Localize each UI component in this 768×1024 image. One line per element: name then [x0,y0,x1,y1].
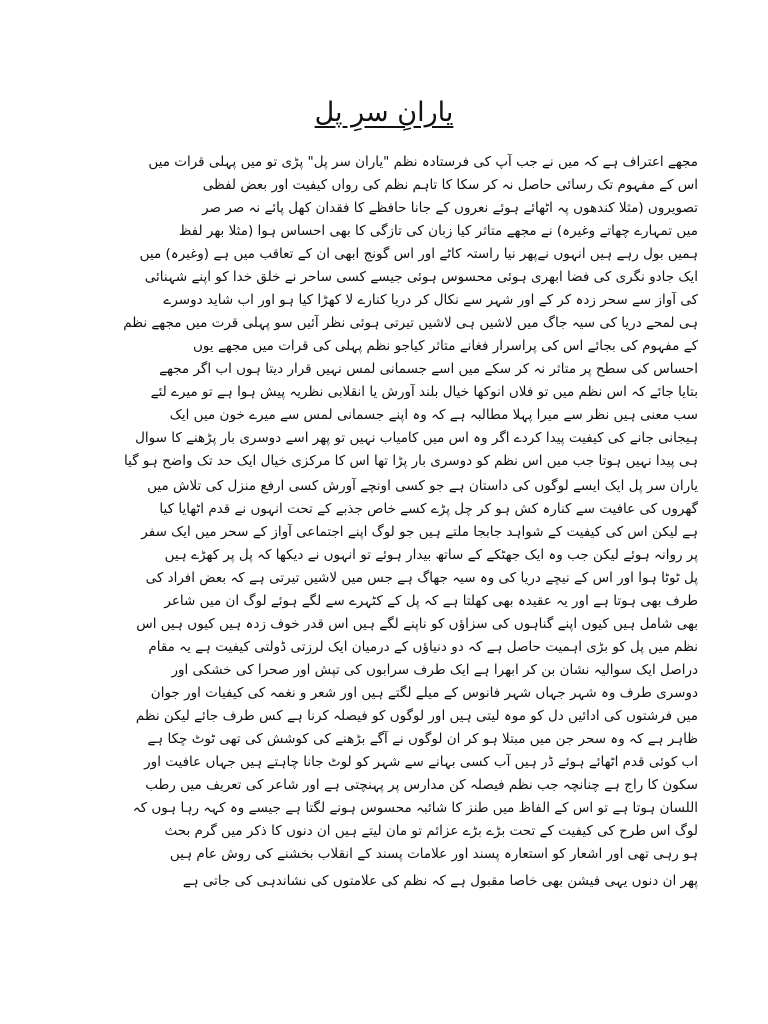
paragraph-3 [80,870,698,893]
text-line: اب کوئی قدم اٹھائے ہوئے ڈر ہیں آب کسی بہانے سے شہر کو لوٹ جانا چاہتے ہیں جہاں عافیت اور [144,754,698,770]
text-line: پھر ان دنوں یہی فیشن بھی خاصا مقبول ہے کہ نظم کی علامتوں کی نشاندہی کی جاتی ہے [182,873,698,889]
text-line: یاران سر پل ایک ایسے لوگوں کی داستان ہے جو کسی اونچے آورش کسی ارفع منزل کی تلاش میں [147,478,698,494]
text-line: اس کے مفہوم تک رسائی حاصل نہ کر سکا کا تاہم نظم کی رواں کیفیت اور بعض لفظی [202,177,698,193]
text-line: دوسری طرف وہ شہر جہاں شہر فانوس کے میلے لگتے ہیں اور شعر و نغمہ کی کیفیات اور جوان [150,685,698,701]
paragraph-2 [80,475,698,866]
text-line: ہی پیدا نہیں ہوتا جب میں اس نظم کو دوسری بار پڑا تھا اس کا مرکزی خیال ایک حد تک واضح ہو گیا [124,453,698,469]
text-line: میں فرشتوں کی ادائیں دل کو موہ لیتی ہیں اور لوگوں کو فیصلہ کرنا ہے کس طرف جائے لیکن نظم [135,708,698,724]
text-line: ہے لیکن اس کی کیفیت کے شواہد جابجا ملتے ہیں جو لوگ اپنے اجتماعی آواز کے سحر میں ایک سفر [141,524,698,540]
text-line: پل ٹوٹا ہوا اور اس کے نیچے دریا کی وہ سیہ جھاگ ہے جس میں لاشیں تیرتی ہے کہ بعض افراد کی [145,570,698,586]
text-line: لوگ اس طرح کی کیفیت کے تحت بڑے بڑے عزائم تو مان لیتے ہیں ان دنوں کا ذکر میں گرم بحث [164,823,698,839]
text-line: تصویروں (مثلا کندھوں پہ اٹھائے ہوئے نعروں کے جانا حافظے کا فقدان کھل پائے نہ صر صر [202,200,698,216]
paragraph-1 [80,151,698,473]
text-line: سکون کا راج ہے چنانچہ جب نظم فیصلہ کن مدارس پر پہنچتی ہے اور شاعر کی تعریف میں رطب [145,777,698,793]
text-line: سب معنی ہیں نظر سے میرا پہلا مطالبہ ہے کہ وہ اپنے جسمانی لمس سے میرے خون میں ایک [169,407,698,423]
text-line: کے مفہوم کی بجائے اس کی پراسرار فغانے متاثر کیاجو نظم پہلی کی قرات میں مجھے یوں [193,338,698,354]
text-line: ہو رہی تھی اور اشعار کو استعارہ پسند اور علامات پسند کے انقلاب بخشنے کی روش عام ہیں [169,846,698,862]
text-line: پر روانہ ہوئے لیکن جب وہ ایک جھٹکے کے ساتھ بیدار ہوئے تو انہوں نے دیکھا کہ پل پر کھڑے ہیں [164,547,698,563]
text-line: دراصل ایک سوالیہ نشان بن کر ابھرا ہے ایک طرف سرابوں کی تپش اور صحرا کی خشکی اور [171,662,698,678]
text-line: بتایا جائے کہ اس نظم میں تو فلاں انوکھا خیال بلند آورش یا انقلابی نظریہ پیش ہوا ہے تو میرے لئے [150,384,698,400]
text-line: ہیجانی جانے کی کیفیت پیدا کردے اگر وہ اس میں کامیاب نہیں تو پھر اسے دوسری بار پڑھنے کا سوال [135,430,698,446]
document-title: یارانِ سرِ پل [314,97,454,128]
text-line: نظم میں پل کو بڑی اہمیت حاصل ہے کہ دو دنیاؤں کے درمیان ایک لرزتی ڈولتی کیفیت ہے یہ مقام [148,639,698,655]
text-line: میں تمہارے چھاتے وغیرہ) نے مجھے متاثر کیا زبان کی تازگی کا بھی احساس ہوا (مثلا بھر لفظ [178,223,698,239]
text-line: ایک جادو نگری کی فضا ابھری ہوئی محسوس ہوئی جیسے کسی ساحر نے خلق خدا کو اپنے شہنائی [144,269,698,285]
text-line: ظاہر ہے کہ وہ سحر جن میں مبتلا ہو کر ان لوگوں نے آگے بڑھنے کی کوشش کی تھی ٹوٹ چکا ہے [147,731,698,747]
text-line: مجھے اعتراف ہے کہ میں نے جب آپ کی فرستادہ نظم "یاران سر پل" پڑی تو میں پہلی قرات میں [148,154,698,170]
text-line: اللسان ہوتا ہے تو اس کے الفاظ میں طنز کا شائبہ محسوس ہونے لگتا ہے جیسے وہ کہہ رہا ہوں کہ [132,800,698,816]
text-line: بھی شامل ہیں کیوں اپنے گناہوں کی سزاؤں کو ناپنے لگے ہیں اس قدر خوف زدہ ہیں کیوں ہیں اس [136,616,698,632]
text-line: طرف بھی ہوتا ہے اور یہ عقیدہ بھی کھلتا ہے کہ پل کے کٹہرے سے لگے ہوئے لوگ ان میں شاعر [164,593,698,609]
text-line: گھروں کی عافیت سے کنارہ کش ہو کر چل پڑے کسے خاص جذبے کے تحت انہوں نے قدم اٹھایا کیا [159,501,698,517]
text-line: کی آواز سے سحر زدہ کر کے اور شہر سے نکال کر دریا کنارے لا کھڑا کیا ہو اور اب شاید دوسرے [163,292,698,308]
text-line: ہی لمحے دریا کی سیہ جاگ میں لاشیں ہی لاشیں تیرتی ہوئی نظر آئیں سو پہلی قرت میں مجھے نظم [123,315,698,331]
text-line: احساس کی سطح پر متاثر نہ کر سکے میں اسے جسمانی لمس نہیں قرار دیتا ہوں اب اگر مجھے [159,361,698,377]
text-line: ہمیں بول رہے ہیں انہوں نےپھر نیا راستہ کاٹے اور اس گونج ابھی ان کے تعاقب میں ہے (وغیرہ) میں [139,246,698,262]
